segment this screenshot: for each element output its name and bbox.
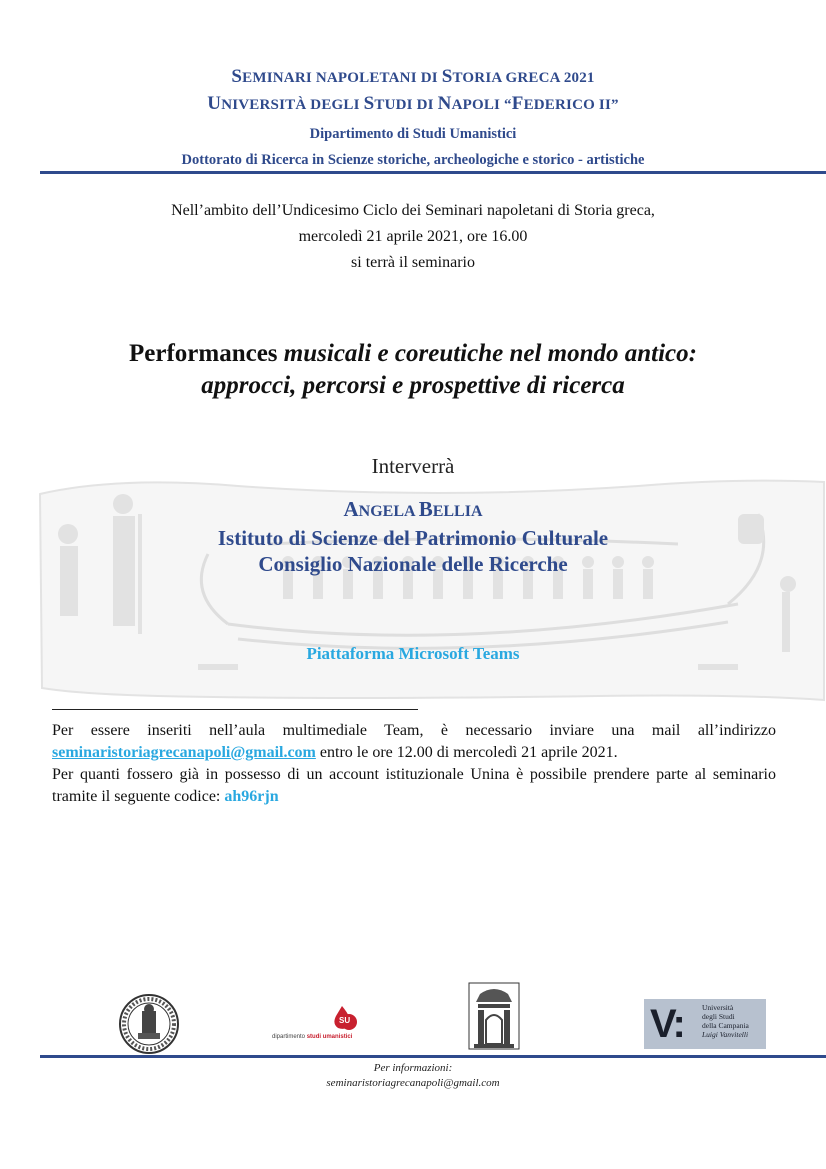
platform-name: Piattaforma Microsoft Teams (306, 644, 520, 663)
speaker-name: ANGELA BELLIA (343, 497, 483, 521)
title-line-2 (0, 370, 826, 402)
note-part-1: Per essere inseriti nell’aula multimediale Team, è necessario inviare una mail all’indirizzo (52, 722, 776, 739)
intro-line-3: si terrà il seminario (351, 254, 475, 271)
title-line-1 (0, 338, 826, 370)
vanvitelli-mark: V: (650, 1002, 684, 1046)
note-part-2: entro le ore 12.00 di mercoledì 21 aprile 2021. (315, 744, 618, 761)
contact-email-link[interactable]: seminaristoriagrecanapoli@gmail.com (52, 744, 316, 761)
speaker-institute: Istituto di Scienze del Patrimonio Culturale (217, 526, 609, 550)
note-part-3: Per quanti fossero già in possesso di un account istituzionale Unina è possibile prendere parte al seminario tramite il seguente codice: (52, 766, 776, 805)
header-divider (40, 171, 826, 174)
doorway-logo (468, 982, 520, 1050)
footer-info (0, 1061, 826, 1091)
title-italic-1: musicali e coreutiche nel mondo antico: (283, 340, 697, 367)
speaker-block (0, 496, 826, 577)
dept-studi-umanistici-logo (272, 1004, 362, 1044)
vanvitelli-logo (644, 999, 766, 1049)
su-badge: SU (339, 1016, 351, 1025)
department-name: Dipartimento di Studi Umanistici (309, 126, 517, 142)
title-italic-2: approcci, percorsi e prospettive di ricerca (201, 372, 625, 399)
teams-code: ah96rjn (224, 788, 279, 805)
seminar-title (0, 338, 826, 402)
footer-info-label: Per informazioni: (373, 1062, 453, 1074)
dept-logo-label: dipartimento studi umanistici (272, 1034, 353, 1040)
registration-note (52, 720, 776, 808)
speaker-council: Consiglio Nazionale delle Ricerche (258, 552, 568, 576)
speaker-intro: Interverrà (371, 454, 455, 478)
unina-seal-logo (118, 993, 180, 1055)
footer-divider (40, 1055, 826, 1058)
vanvitelli-text: Università degli Studi della Campania Luigi Vanvitelli (702, 1003, 749, 1039)
footer-info-email[interactable]: seminaristoriagrecanapoli@gmail.com (326, 1077, 500, 1089)
footnote-divider (52, 709, 418, 710)
intro-text (0, 198, 826, 276)
title-upright: Performances (129, 340, 278, 367)
intro-line-2: mercoledì 21 aprile 2021, ore 16.00 (298, 228, 528, 245)
header-line-1: SEMINARI NAPOLETANI DI STORIA GRECA 2021 (231, 66, 595, 87)
header-line-2: UNIVERSITÀ DEGLI STUDI DI NAPOLI “FEDERICO II” (207, 93, 619, 114)
intro-line-1: Nell’ambito dell’Undicesimo Ciclo dei Seminari napoletani di Storia greca, (171, 202, 655, 219)
doctorate-name: Dottorato di Ricerca in Scienze storiche, archeologiche e storico - artistiche (181, 152, 645, 168)
